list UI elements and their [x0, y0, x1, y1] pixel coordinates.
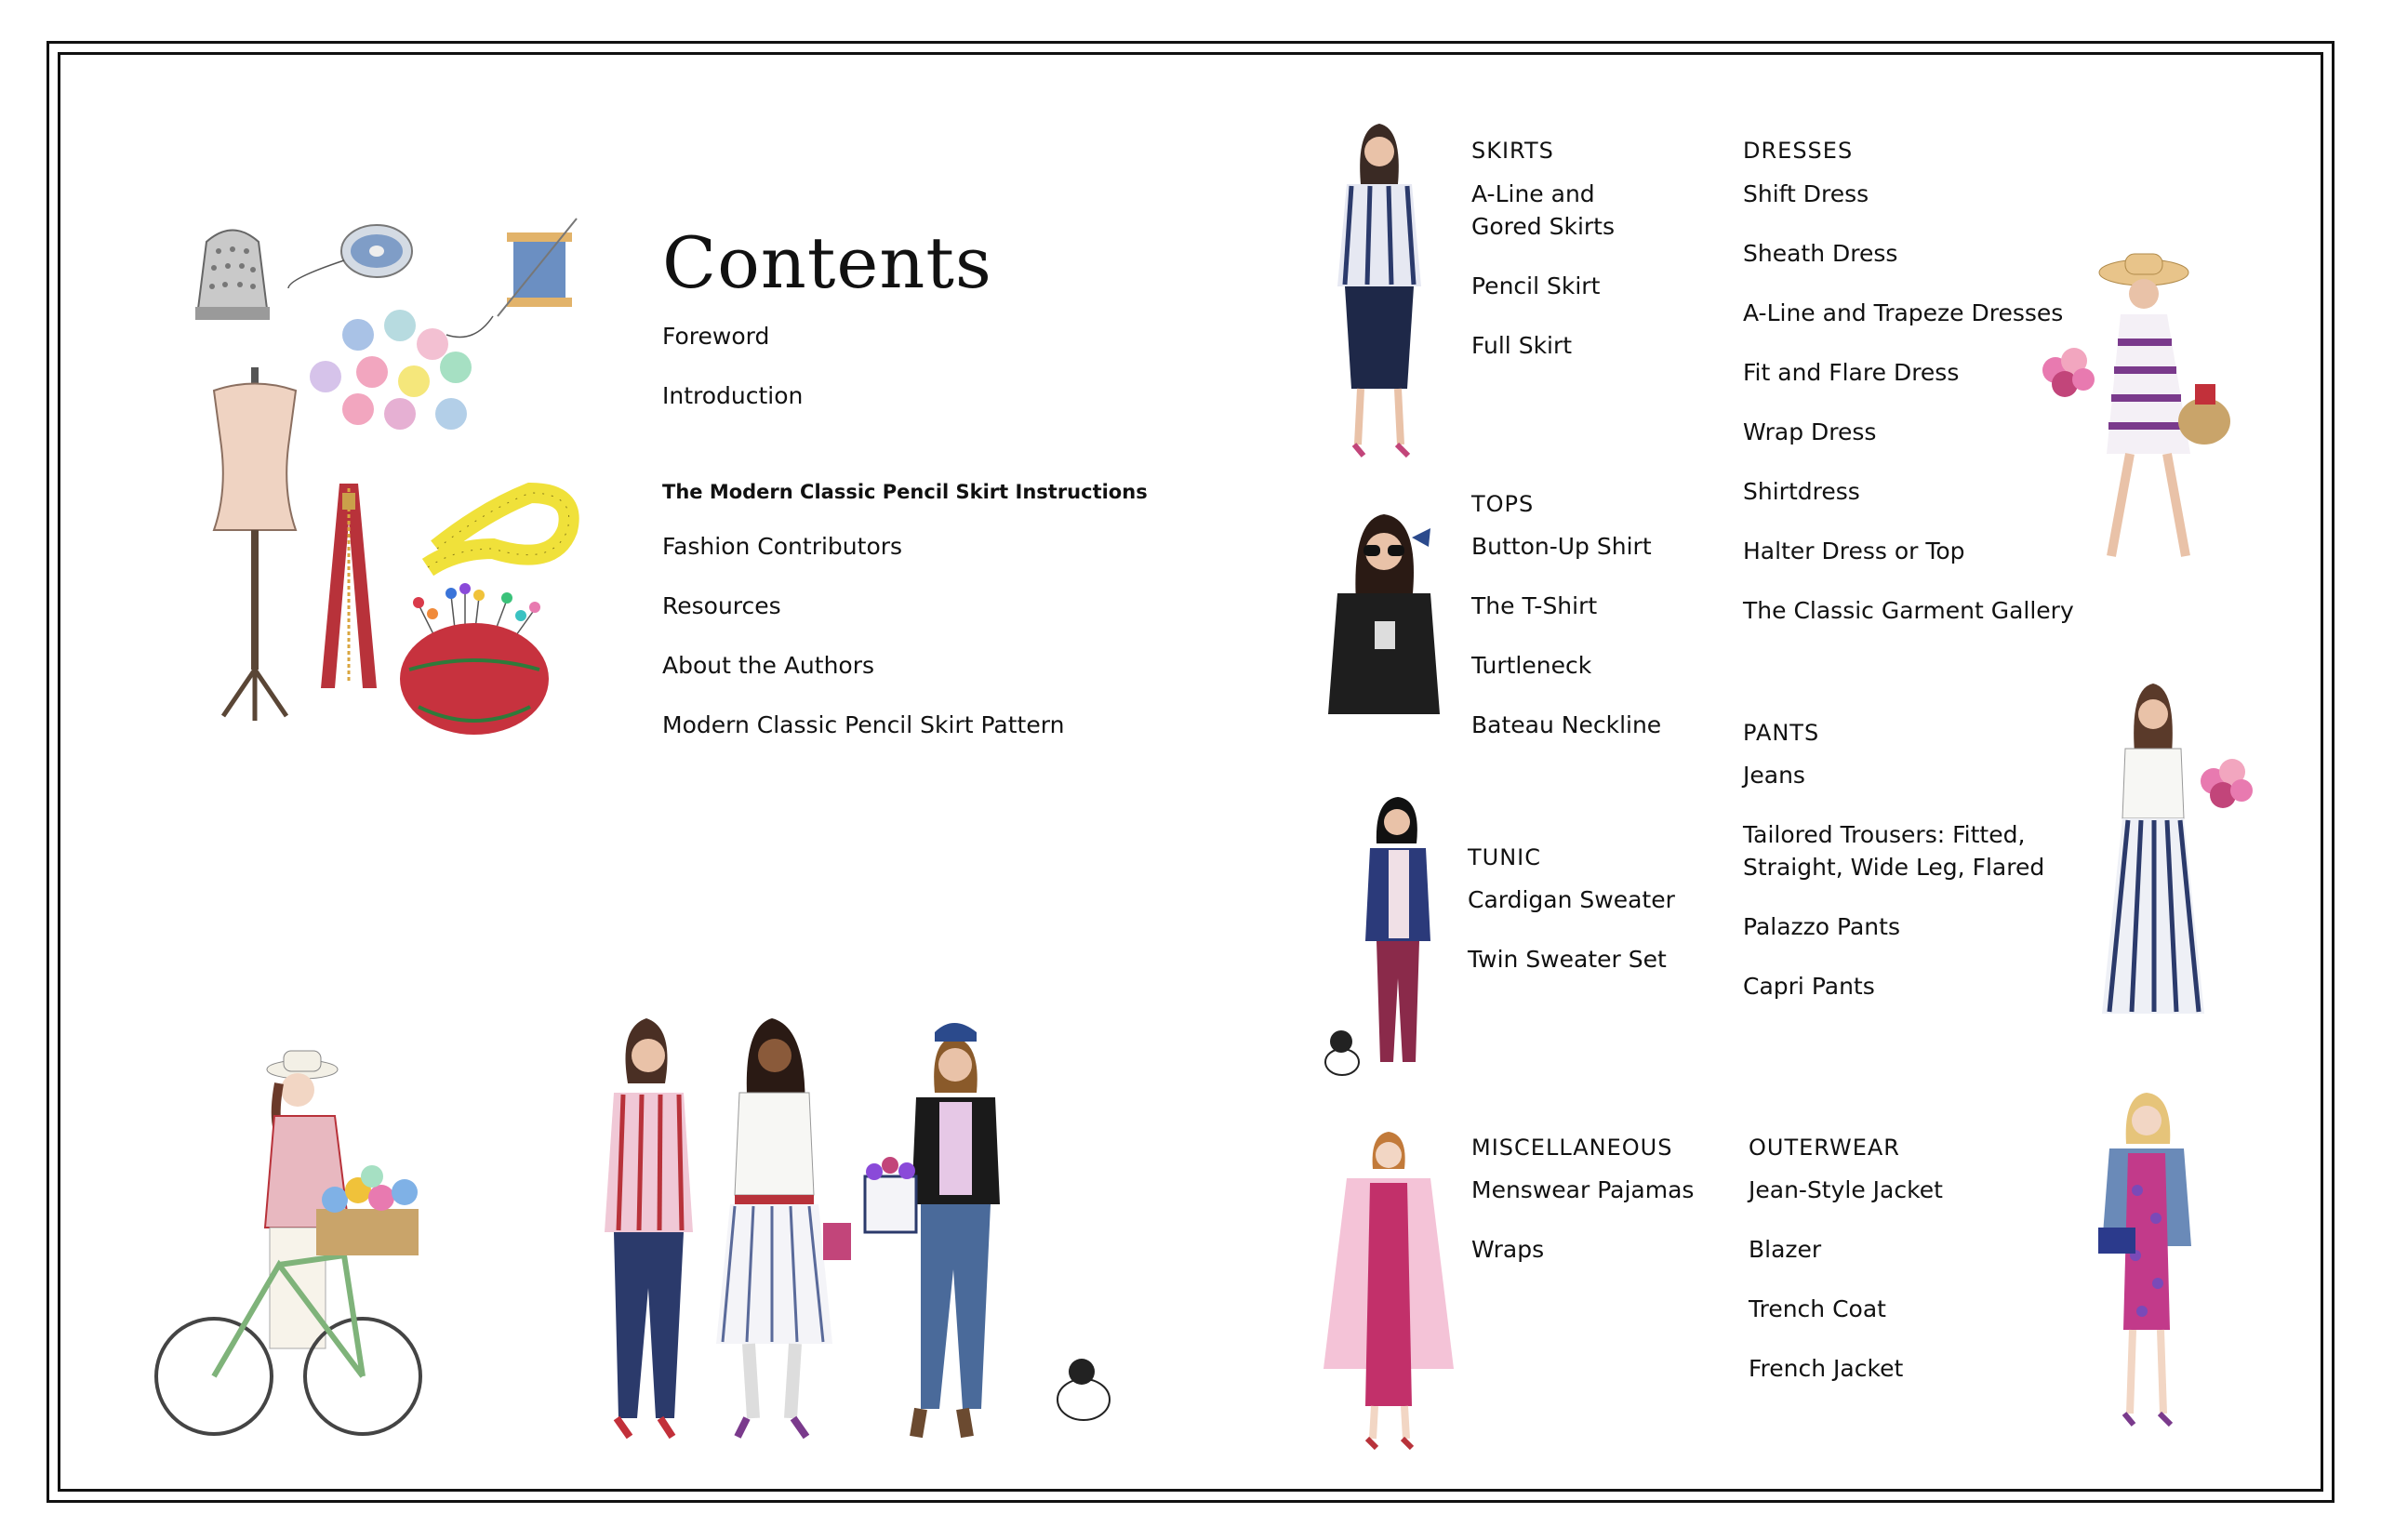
toc-item-trench-coat[interactable]: Trench Coat: [1749, 1295, 1886, 1322]
section-heading-tops: TOPS: [1471, 491, 1535, 517]
toc-item-wraps[interactable]: Wraps: [1471, 1236, 1545, 1263]
toc-item-menswear-pajamas[interactable]: Menswear Pajamas: [1471, 1176, 1695, 1203]
toc-item-capri-pants[interactable]: Capri Pants: [1743, 973, 1875, 1000]
toc-item-trapeze-dresses[interactable]: A-Line and Trapeze Dresses: [1743, 299, 2064, 326]
woman-striped-skirt: [716, 1018, 851, 1437]
section-heading-misc: MISCELLANEOUS: [1471, 1135, 1673, 1161]
pants-figure: [2074, 679, 2260, 1032]
woman-striped-shirt: [605, 1018, 693, 1437]
toc-item-wrap-dress[interactable]: Wrap Dress: [1743, 418, 1877, 445]
toc-item-sheath-dress[interactable]: Sheath Dress: [1743, 240, 1898, 267]
dress-figure: [2028, 249, 2241, 575]
toc-item-turtleneck[interactable]: Turtleneck: [1471, 652, 1592, 679]
zipper-icon: [321, 484, 377, 688]
toc-item-twin-sweater-set[interactable]: Twin Sweater Set: [1468, 946, 1667, 973]
toc-item-french-jacket[interactable]: French Jacket: [1749, 1355, 1904, 1382]
toc-item-foreword[interactable]: Foreword: [662, 323, 770, 350]
misc-figure: [1319, 1127, 1458, 1453]
page-title: Contents: [662, 221, 992, 304]
skirt-figure: [1319, 119, 1440, 463]
section-heading-outerwear: OUTERWEAR: [1749, 1135, 1900, 1161]
toc-item-palazzo-pants[interactable]: Palazzo Pants: [1743, 913, 1900, 940]
toc-item-shirtdress[interactable]: Shirtdress: [1743, 478, 1860, 505]
toc-item-gored-skirts[interactable]: Gored Skirts: [1471, 213, 1615, 240]
bobbin-icon: [288, 225, 412, 288]
toc-item-pencil-skirt-instructions[interactable]: The Modern Classic Pencil Skirt Instructions: [662, 481, 1148, 503]
toc-item-a-line-skirts[interactable]: A-Line and: [1471, 180, 1595, 207]
section-heading-dresses: DRESSES: [1743, 138, 1854, 164]
outerwear-figure: [2082, 1088, 2212, 1441]
toc-item-blazer[interactable]: Blazer: [1749, 1236, 1822, 1263]
section-heading-tunic: TUNIC: [1468, 844, 1542, 870]
toc-item-introduction[interactable]: Introduction: [662, 382, 804, 409]
toc-item-button-up-shirt[interactable]: Button-Up Shirt: [1471, 533, 1652, 560]
toc-item-about-authors[interactable]: About the Authors: [662, 652, 875, 679]
tops-figure: [1319, 510, 1449, 724]
tape-measure-icon: [428, 493, 569, 567]
toc-item-jean-jacket[interactable]: Jean-Style Jacket: [1749, 1176, 1943, 1203]
woman-leather-jacket: [865, 1023, 1110, 1437]
toc-item-jeans[interactable]: Jeans: [1743, 762, 1805, 789]
toc-item-fit-flare-dress[interactable]: Fit and Flare Dress: [1743, 359, 1960, 386]
three-women-figure: [563, 1009, 1121, 1455]
toc-item-trouser-styles[interactable]: Straight, Wide Leg, Flared: [1743, 854, 2045, 881]
pincushion-icon: [400, 583, 549, 735]
sewing-notions-illustration: [186, 214, 595, 772]
toc-item-cardigan-sweater[interactable]: Cardigan Sweater: [1468, 886, 1675, 913]
toc-item-resources[interactable]: Resources: [662, 592, 781, 619]
toc-item-fashion-contributors[interactable]: Fashion Contributors: [662, 533, 903, 560]
dress-form-icon: [214, 367, 296, 721]
toc-item-garment-gallery[interactable]: The Classic Garment Gallery: [1743, 597, 2074, 624]
toc-item-shift-dress[interactable]: Shift Dress: [1743, 180, 1869, 207]
toc-item-bateau-neckline[interactable]: Bateau Neckline: [1471, 711, 1662, 738]
buttons-icon: [310, 310, 472, 430]
toc-item-tailored-trousers[interactable]: Tailored Trousers: Fitted,: [1743, 821, 2026, 848]
bicycle-figure: [149, 1042, 456, 1451]
toc-item-pencil-skirt-pattern[interactable]: Modern Classic Pencil Skirt Pattern: [662, 711, 1065, 738]
toc-item-t-shirt[interactable]: The T-Shirt: [1471, 592, 1598, 619]
section-heading-pants: PANTS: [1743, 720, 1820, 746]
toc-item-full-skirt[interactable]: Full Skirt: [1471, 332, 1573, 359]
thimble-icon: [195, 231, 270, 321]
tunic-figure: [1319, 792, 1440, 1081]
toc-item-pencil-skirt[interactable]: Pencil Skirt: [1471, 272, 1601, 299]
section-heading-skirts: SKIRTS: [1471, 138, 1554, 164]
toc-item-halter-dress[interactable]: Halter Dress or Top: [1743, 538, 1965, 564]
spool-icon: [446, 219, 577, 338]
